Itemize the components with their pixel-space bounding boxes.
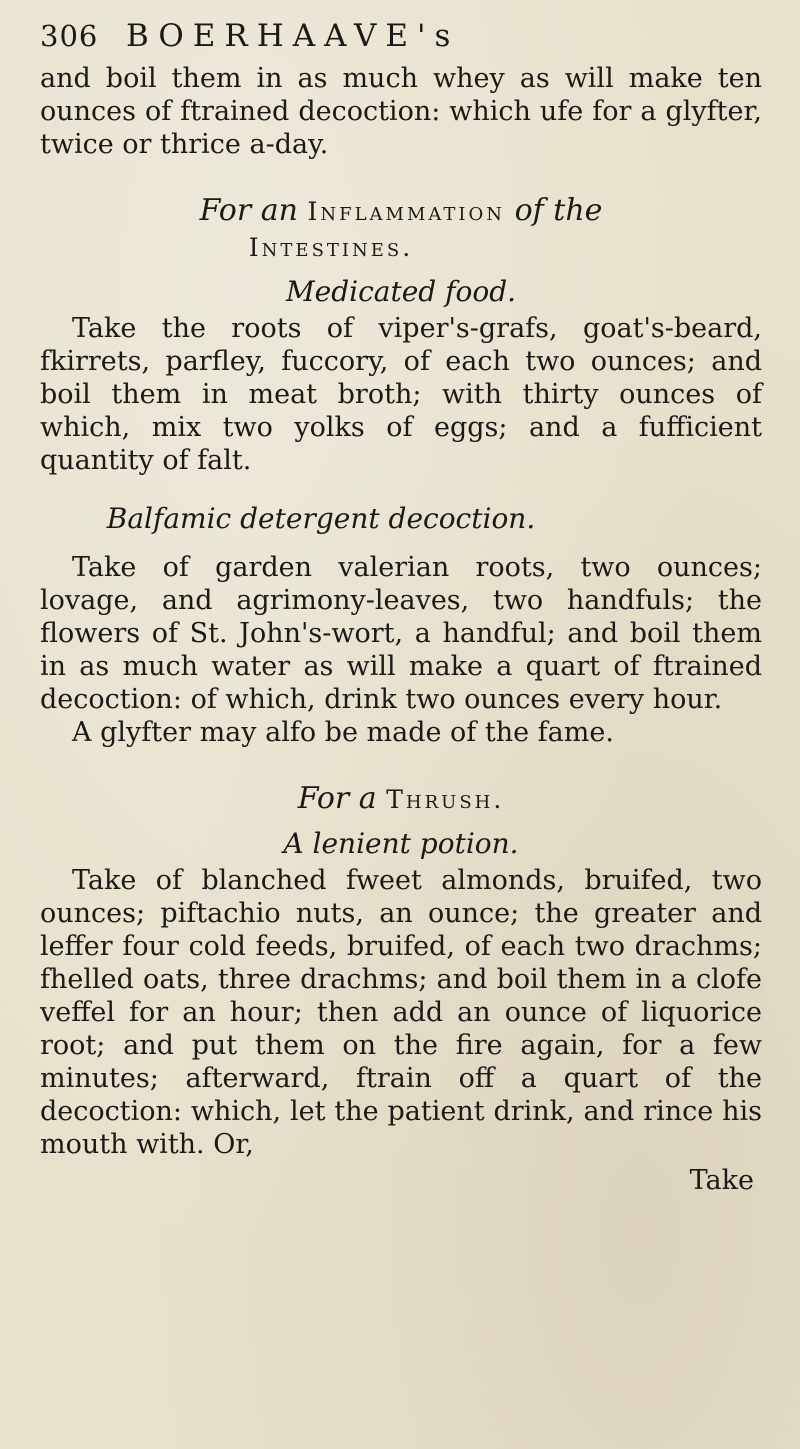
catchword: Take [689,1165,754,1196]
heading-mid: of the [514,193,603,228]
paragraph-medicated-food: Take the roots of viper's-grafs, goat's-beard, fkirrets, parfley, fuccory, of each two ounces; and boil them in meat broth; with thirty ounces of which, mix two yolks of eggs; and a fufficient quantity of falt. [40,313,762,476]
subheading-lenient-potion: A lenient potion. [283,827,519,860]
page-header [40,18,762,62]
paragraph-balsamic-decoction: Take of garden valerian roots, two ounces; lovage, and agrimony-leaves, two handfuls; the flowers of St. John's-wort, a handful; and boil them in as much water as will make a quart of ftrained decoction: of which, drink two ounces every hour. [40,552,762,715]
heading-prefix: For a [297,781,377,816]
paragraph-lenient-potion: Take of blanched fweet almonds, bruifed, two ounces; piftachio nuts, an ounce; the greater and leffer four cold feeds, bruifed, of each two drachms; fhelled oats, three drachms; and boil them in a clofe veffel for an hour; then add an ounce of liquorice root; and put them on the fire again, for a few minutes; afterward, ftrain off a quart of the decoction: which, let the patient drink, and rince his mouth with. Or, [40,865,762,1160]
heading-caps-2: Intestines. [248,233,414,262]
section-heading-inflammation [40,193,762,266]
heading-prefix: For an [199,193,298,228]
opening-paragraph: and boil them in as much whey as will make ten ounces of ftrained decoction: which ufe for a glyfter, twice or thrice a-day. [40,63,762,160]
paragraph-glyster-note: A glyfter may alfo be made of the fame. [72,717,614,748]
section-heading-thrush [40,781,762,818]
subheading-medicated-food: Medicated food. [285,275,517,308]
heading-caps: Inflammation [307,197,506,226]
subheading-balsamic-decoction: Balfamic detergent decoction. [106,502,536,535]
page-number: 306 [40,19,99,53]
running-title: BOERHAAVE's [126,18,460,54]
heading-caps: Thrush. [386,785,505,814]
